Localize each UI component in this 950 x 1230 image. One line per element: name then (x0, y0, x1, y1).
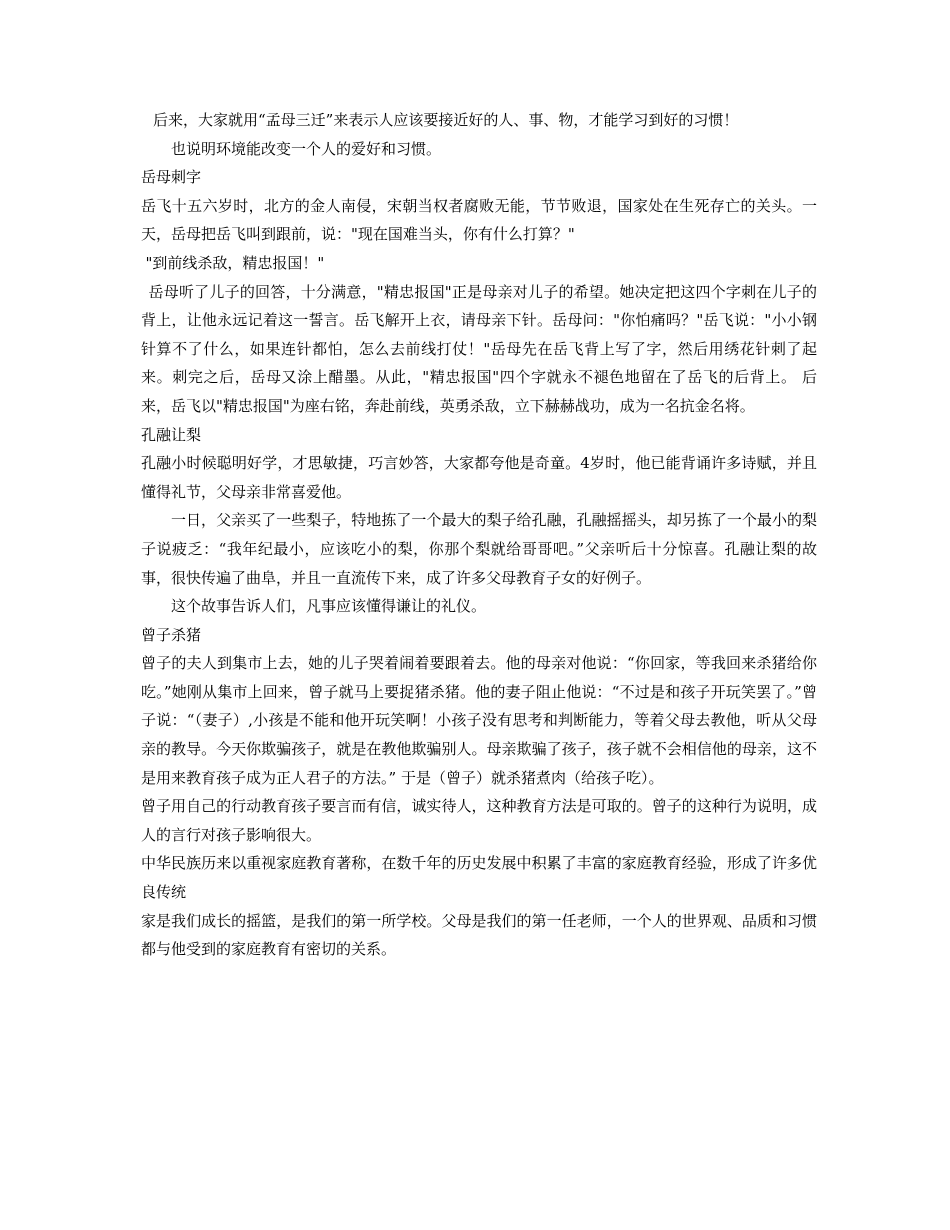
zeng-zi-paragraph-2: 曾子用自己的行动教育孩子要言而有信，诚实待人，这种教育方法是可取的。曾子的这种行为说明，成人的言行对孩子影响很大。 (141, 797, 817, 844)
section-title-zeng-zi: 曾子杀猪 (141, 625, 202, 644)
yue-mu-paragraph-3: 岳母听了儿子的回答，十分满意，"精忠报国"正是母亲对儿子的希望。她决定把这四个字刺在儿子的背上，让他永远记着这一誓言。岳飞解开上衣，请母亲下针。岳母问："你怕痛吗？"岳飞说："小小钢针算不了什么，如果连针都怕，怎么去前线打仗！"岳母先在岳飞背上写了字，然后用绣花针刺了起来。刺完之后，岳母又涂上醋墨。从此，"精忠报国"四个字就永不褪色地留在了岳飞的后背上。 后来，岳飞以"精忠报国"为座右铭，奔赴前线，英勇杀敌，立下赫赫战功，成为一名抗金名将。 (141, 282, 817, 415)
kong-rong-paragraph-1: 孔融小时候聪明好学，才思敏捷，巧言妙答，大家都夸他是奇童。4岁时，他已能背诵许多诗赋，并且懂得礼节，父母亲非常喜爱他。 (141, 454, 817, 501)
zeng-zi-paragraph-1: 曾子的夫人到集市上去，她的儿子哭着闹着要跟着去。他的母亲对他说：“你回家，等我回来杀猪给你吃。”她刚从集市上回来，曾子就马上要捉猪杀猪。他的妻子阻止他说：“不过是和孩子开玩笑罢了。”曾子说：“（妻子）,小孩是不能和他开玩笑啊！小孩子没有思考和判断能力，等着父母去教他，听从父母亲的教导。今天你欺骗孩子，就是在教他欺骗别人。母亲欺骗了孩子，孩子就不会相信他的母亲，这不是用来教育孩子成为正人君子的方法。” 于是（曾子）就杀猪煮肉（给孩子吃）。 (141, 654, 817, 787)
section-title-kong-rong: 孔融让梨 (141, 425, 202, 444)
document-page (141, 106, 817, 964)
zeng-zi-paragraph-4: 家是我们成长的摇篮，是我们的第一所学校。父母是我们的第一任老师，一个人的世界观、品质和习惯都与他受到的家庭教育有密切的关系。 (141, 911, 817, 959)
intro-paragraph-1: 后来，大家就用“孟母三迁”来表示人应该要接近好的人、事、物，才能学习到好的习惯！ (153, 111, 739, 129)
intro-paragraph-2: 也说明环境能改变一个人的爱好和习惯。 (171, 139, 442, 158)
section-title-yue-mu: 岳母刺字 (141, 168, 202, 187)
yue-mu-paragraph-2: "到前线杀敌，精忠报国！" (145, 253, 325, 272)
kong-rong-paragraph-2: 一日，父亲买了一些梨子，特地拣了一个最大的梨子给孔融，孔融摇摇头，却另拣了一个最小的梨子说疲乏：“我年纪最小，应该吃小的梨，你那个梨就给哥哥吧。”父亲听后十分惊喜。孔融让梨的故事，很快传遍了曲阜，并且一直流传下来，成了许多父母教育子女的好例子。 (141, 511, 817, 587)
zeng-zi-paragraph-3: 中华民族历来以重视家庭教育著称，在数千年的历史发展中积累了丰富的家庭教育经验，形成了许多优良传统 (141, 854, 817, 902)
yue-mu-paragraph-1: 岳飞十五六岁时，北方的金人南侵，宋朝当权者腐败无能，节节败退，国家处在生死存亡的关头。一天，岳母把岳飞叫到跟前，说："现在国难当头，你有什么打算？" (141, 196, 817, 244)
kong-rong-paragraph-3: 这个故事告诉人们，凡事应该懂得谦让的礼仪。 (171, 597, 487, 616)
